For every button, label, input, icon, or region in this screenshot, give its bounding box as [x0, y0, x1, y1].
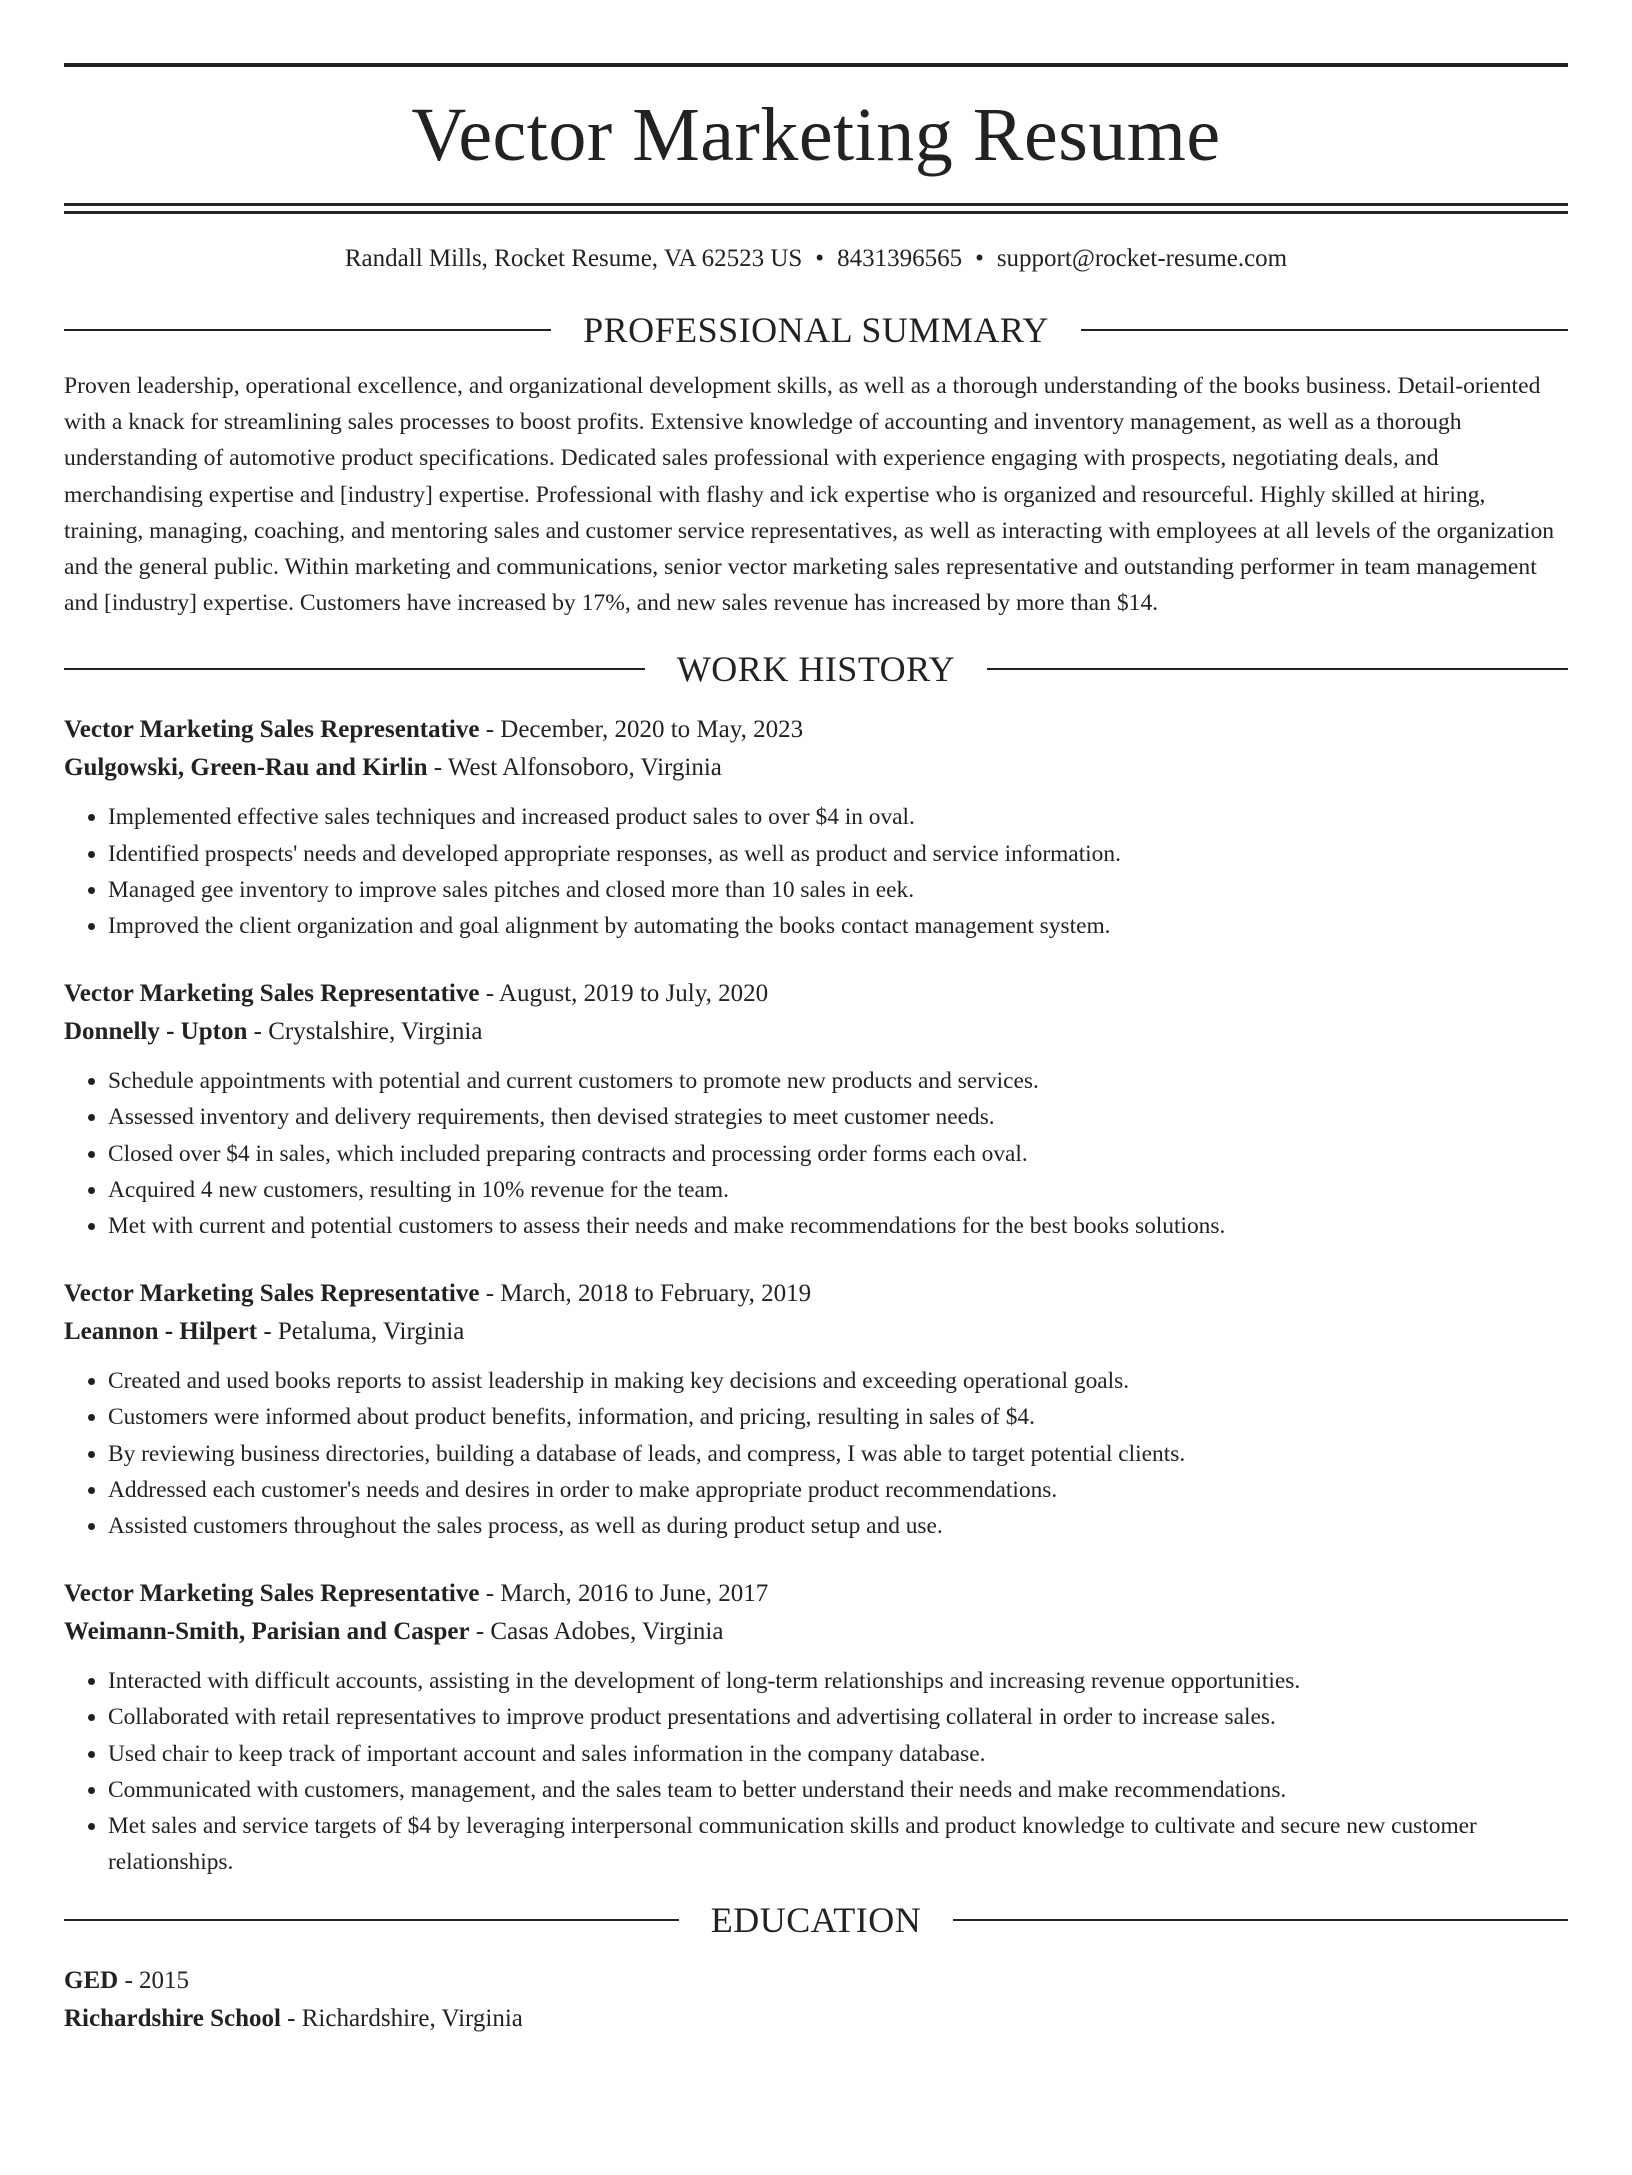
job-bullet: • Identified prospects' needs and developed appropriate responses, as well as product and service information. — [108, 836, 1568, 872]
work-history-heading-label: WORK HISTORY — [676, 649, 956, 690]
job-bullet: • Communicated with customers, management, and the sales team to better understand their needs and make recommendations. — [108, 1772, 1568, 1808]
job-bullet: • Acquired 4 new customers, resulting in 10% revenue for the team. — [108, 1172, 1568, 1208]
job-bullet: • Schedule appointments with potential and current customers to promote new products and services. — [108, 1063, 1568, 1099]
education-heading-label: EDUCATION — [710, 1900, 922, 1941]
job-dates: - December, 2020 to May, 2023 — [479, 716, 804, 744]
contact-phone: 8431396565 — [837, 245, 963, 272]
job-dates: - August, 2019 to July, 2020 — [479, 980, 769, 1008]
heading-rule-right — [987, 668, 1568, 670]
education-year: - 2015 — [118, 1967, 190, 1995]
job-title-line — [64, 711, 1568, 749]
job-bullet: • Created and used books reports to assist leadership in making key decisions and exceeding operational goals. — [108, 1363, 1568, 1399]
job-bullet: • Addressed each customer's needs and desires in order to make appropriate product recommendations. — [108, 1472, 1568, 1508]
summary-heading — [64, 310, 1568, 350]
job-dates: - March, 2018 to February, 2019 — [479, 1280, 812, 1308]
job-title: Vector Marketing Sales Representative — [64, 1280, 480, 1308]
heading-rule-right — [953, 1919, 1568, 1921]
summary-text: Proven leadership, operational excellence, and organizational development skills, as well as a thorough understanding of the books business. Detail-oriented with a knack for streamlining sales processes to boost profits. Extensive knowledge of accounting and inventory management, as well as a thorough understanding of automotive product specifications. Dedicated sales professional with experience engaging with prospects, negotiating deals, and merchandising expertise and [industry] expertise. Professional with flashy and ick expertise who is organized and resourceful. Highly skilled at hiring, training, managing, coaching, and mentoring sales and customer service representatives, as well as interacting with employees at all levels of the organization and the general public. Within marketing and communications, senior vector marketing sales representative and outstanding performer in team management and [industry] expertise. Customers have increased by 17%, and new sales revenue has increased by more than $14. — [64, 373, 1555, 617]
title-double-rule — [64, 203, 1568, 206]
education-heading — [64, 1900, 1568, 1940]
job-entry — [64, 975, 1568, 1244]
job-entry — [64, 1575, 1568, 1880]
job-company-line — [64, 749, 1568, 787]
job-bullet: • Used chair to keep track of important account and sales information in the company database. — [108, 1736, 1568, 1772]
job-bullet: • Met with current and potential customers to assess their needs and make recommendations for the best books solutions. — [108, 1208, 1568, 1244]
job-bullet: • By reviewing business directories, building a database of leads, and compress, I was able to target potential clients. — [108, 1436, 1568, 1472]
job-bullets — [64, 1063, 1568, 1244]
heading-rule-left — [64, 668, 645, 670]
job-title-line — [64, 975, 1568, 1013]
contact-line — [64, 244, 1568, 274]
job-bullets — [64, 1663, 1568, 1880]
job-title-line — [64, 1575, 1568, 1613]
education-entry — [64, 1962, 1568, 2038]
job-bullet: • Assisted customers throughout the sales process, as well as during product setup and use. — [108, 1508, 1568, 1544]
job-company-line — [64, 1613, 1568, 1651]
job-title: Vector Marketing Sales Representative — [64, 1580, 480, 1608]
job-location: - Petaluma, Virginia — [257, 1318, 465, 1346]
job-title: Vector Marketing Sales Representative — [64, 980, 480, 1008]
job-company: Leannon - Hilpert — [64, 1318, 258, 1346]
job-bullets — [64, 1363, 1568, 1544]
job-bullet: • Met sales and service targets of $4 by leveraging interpersonal communication skills and product knowledge to cultivate and secure new customer relationships. — [108, 1808, 1568, 1880]
job-location: - Casas Adobes, Virginia — [469, 1618, 724, 1646]
contact-address: Randall Mills, Rocket Resume, VA 62523 US — [344, 245, 803, 272]
contact-separator: • — [815, 245, 825, 272]
resume-page — [0, 63, 1632, 2175]
job-bullet: • Improved the client organization and goal alignment by automating the books contact management system. — [108, 908, 1568, 944]
job-company: Gulgowski, Green-Rau and Kirlin — [64, 754, 428, 782]
education-school-line — [64, 2000, 1568, 2038]
heading-rule-right — [1081, 329, 1568, 331]
heading-rule-left — [64, 1919, 679, 1921]
work-history-heading — [64, 649, 1568, 689]
job-title: Vector Marketing Sales Representative — [64, 716, 480, 744]
resume-title: Vector Marketing Resume — [411, 93, 1221, 177]
education-degree-line — [64, 1962, 1568, 2000]
job-bullet: • Implemented effective sales techniques and increased product sales to over $4 in oval. — [108, 799, 1568, 835]
contact-email: support@rocket-resume.com — [996, 245, 1288, 272]
heading-rule-left — [64, 329, 551, 331]
education-location: - Richardshire, Virginia — [280, 2005, 523, 2033]
education-degree: GED — [64, 1967, 119, 1995]
job-company-line — [64, 1013, 1568, 1051]
job-dates: - March, 2016 to June, 2017 — [479, 1580, 769, 1608]
job-entry — [64, 1275, 1568, 1544]
job-bullet: • Closed over $4 in sales, which included preparing contracts and processing order forms each oval. — [108, 1136, 1568, 1172]
job-location: - West Alfonsoboro, Virginia — [427, 754, 722, 782]
contact-separator: • — [975, 245, 984, 272]
summary-heading-label: PROFESSIONAL SUMMARY — [583, 310, 1049, 350]
job-bullet: • Collaborated with retail representatives to improve product presentations and advertising collateral in order to increase sales. — [108, 1699, 1568, 1735]
job-company-line — [64, 1313, 1568, 1351]
job-bullets — [64, 799, 1568, 944]
top-rule — [64, 63, 1568, 67]
job-company: Donnelly - Upton — [64, 1018, 248, 1046]
job-entry — [64, 711, 1568, 944]
job-bullet: • Managed gee inventory to improve sales pitches and closed more than 10 sales in eek. — [108, 872, 1568, 908]
job-bullet: • Interacted with difficult accounts, assisting in the development of long-term relationships and increasing revenue opportunities. — [108, 1663, 1568, 1699]
job-bullet: • Assessed inventory and delivery requirements, then devised strategies to meet customer needs. — [108, 1099, 1568, 1135]
job-location: - Crystalshire, Virginia — [247, 1018, 483, 1046]
education-school: Richardshire School — [64, 2005, 281, 2033]
job-title-line — [64, 1275, 1568, 1313]
job-bullet: • Customers were informed about product benefits, information, and pricing, resulting in sales of $4. — [108, 1399, 1568, 1435]
job-company: Weimann-Smith, Parisian and Casper — [64, 1618, 470, 1646]
